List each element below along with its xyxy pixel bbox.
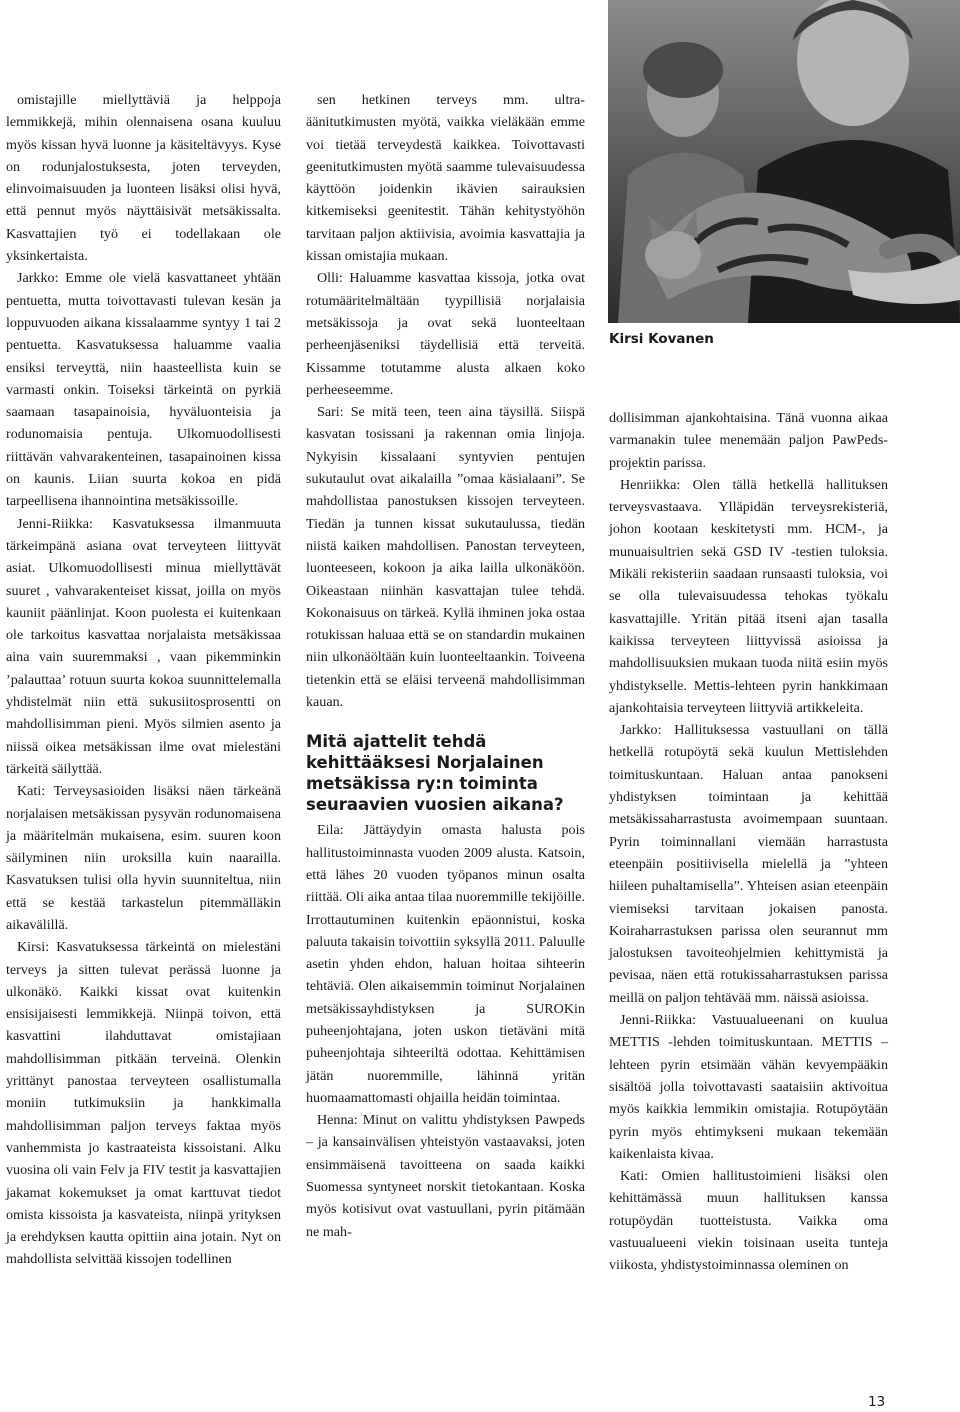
article-column-1 bbox=[6, 89, 281, 1271]
paragraph: Jarkko: Hallituksessa vastuullani on tällä hetkellä rotupöytä sekä kuulun Mettislehden toimituskuntaan. Haluan antaa panokseni yhdistyksen toimintaan ja kehittää metsäkissaharrastusta avoimempaan suuntaan. Pyrin toiminnallani viemään harrastusta eteenpäin positiivisella mielellä ja ”yhteen hiileen puhaltamisella”. Yhteisen asian eteenpäin viemiseksi tarvitaan jokaisen panosta. Koiraharrastuksen parissa olen seurannut mm jalostuksen tavoiteohjelmien kehittymistä ja pevisaa, näen että rotukissaharrastuksen parissa meillä on paljon tehtävää mm. näissä asioissa. bbox=[609, 722, 888, 1006]
section-heading: Mitä ajattelit tehdä kehittääksesi Norjalainen metsäkissa ry:n toiminta seuraavien vuosien aikana? bbox=[306, 732, 564, 815]
paragraph: Kirsi: Kasvatuksessa tärkeintä on mielestäni terveys ja sitten tulevat perässä luonne ja ulkonäkö. Kaikki kissat ovat kuitenkin ensisijaisesti lemmikkejä. Niinpä toivon, että kasvattini ilahduttavat omistajiaan mahdollisimman pitkään terveinä. Olenkin yrittänyt panostaa terveyteen osallistumalla moniin tutkimuksiin ja hankkimalla mahdollisimman paljon terveys faktaa myös vanhemmista jo kastraateista kissoistani. Alku vuosina oli vain Felv ja FIV testit ja kasvattajien jakamat kokemukset ja omat karttuvat tiedot omista kissoista ja kasvateista, niinpä yrityksen ja erehdyksen kautta opittiin aina jotain. Nyt on mahdollista selvittää kissojen todellinen bbox=[6, 939, 281, 1268]
photo-illustration bbox=[608, 0, 960, 323]
article-column-2 bbox=[306, 89, 585, 1243]
page-number: 13 bbox=[868, 1394, 886, 1410]
cat-show-photo bbox=[608, 0, 960, 323]
paragraph: omistajille miellyttäviä ja helppoja lemmikkejä, mihin olennaisena osana kuuluu myös kissan hyvä luonne ja käsiteltävyys. Kyse on rodunjalostuksesta, joten terveyden, elinvoimaisuuden ja luonteen lisäksi olisi hyvä, että pennut myös näyttäisivät metsäkissalta. Kasvattajien työ ei todellakaan ole yksinkertaista. bbox=[6, 92, 281, 265]
paragraph: Henna: Minut on valittu yhdistyksen Pawpeds – ja kansainvälisen yhteistyön vastaavaksi, joten ensimmäisenä tavoitteena on saada kaikki Suomessa syntyneet norskit tietokantaan. Koska myös kotisivut ovat vastuullani, pyrin pitämään ne mah- bbox=[306, 1112, 585, 1240]
photo-caption: Kirsi Kovanen bbox=[609, 331, 714, 347]
article-column-3 bbox=[609, 407, 888, 1277]
paragraph: Eila: Jättäydyin omasta halusta pois hallitustoiminnasta vuoden 2009 alusta. Katsoin, että lähes 20 vuoden työpanos minun osalta riittää. Oli aika antaa tilaa nuoremmille tekijöille. Irrottautuminen kuitenkin epäonnistui, koska paluuta takaisin toivottiin syksyllä 2011. Paluulle asetin yhden ehdon, haluan hoitaa sihteerin tehtäviä. Olen aikaisemmin toiminut Norjalainen metsäkissayhdistyksen ja SUROKin puheenjohtajana, joten uskon tietäväni mitä puheenjohtaja sihteeriltä odottaa. Kehittämisen jätän nuoremmille, lähinnä yritän huomaamattomasti ohjailla heidän toimintaa. bbox=[306, 822, 585, 1106]
paragraph: Jarkko: Emme ole vielä kasvattaneet yhtään pentuetta, mutta toivottavasti tulevan kesän ja loppuvuoden aikana kissalaamme syntyy 1 tai 2 pentuetta. Kasvatuksessa haluamme vaalia ensiksi terveyttä, niin haasteellista kuin se varmasti onkin. Toiseksi tärkeintä on pyrkiä saamaan tasapainoisia, hyväluonteisia ja rodunomaisia pentuja. Ulkomuodollisesti riittävän vahvarakenteinen, tasapainoinen kissa on kaunis. Liian suurta kokoa en pidä tarpeellisena ihannointina metsäkissoille. bbox=[6, 270, 281, 510]
paragraph: Henriikka: Olen tällä hetkellä hallituksen terveysvastaava. Ylläpidän terveysrekisteriä, johon kootaan keskitetysti mm. HCM-, ja munuaisultrien sekä GSD IV -testien tuloksia. Mikäli rekisteriin saadaan runsaasti tuloksia, voi se olla tulevaisuudessa tehokas työkalu kasvattajille. Yritän pitää itseni ajan tasalla kaikissa terveyteen liittyvissä asioissa ja mahdollisuuksien mukaan tuoda niitä esiin myös yhdistykselle. Mettis-lehteen pyrin hankkimaan ajankohtaisia terveyteen liittyviä artikkeleita. bbox=[609, 476, 888, 716]
paragraph: Olli: Haluamme kasvattaa kissoja, jotka ovat rotumääritelmältään tyypillisiä norjalaisia metsäkissoja ja ovat sekä luonteeltaan perheenjäseniksi täydellisiä että terveitä. Kissamme totutamme alusta alkaen koko perheeseemme. bbox=[306, 270, 585, 398]
paragraph: Kati: Terveysasioiden lisäksi näen tärkeänä norjalaisen metsäkissan pysyvän rodunomaisena ja määritelmän mukaisena, esim. suuren koon säilyminen niin uroksilla kuin naarailla. Kasvatuksen tulisi olla hyvin suunniteltua, niin että se kestää tarkastelun pitemmälläkin aikavälillä. bbox=[6, 783, 281, 933]
paragraph: sen hetkinen terveys mm. ultra-äänitutkimusten myötä, vaikka vieläkään emme voi tietää terveydestä kaikkea. Toivottavasti geenitutkimusten myötä saamme tulevaisuudessa käyttöön joidenkin ikävien sairauksien kitkemiseksi geenitestit. Tähän kehitystyöhön tarvitaan paljon aktiivisia, avoimia kasvattajia ja kissan omistajia mukaan. bbox=[306, 92, 585, 265]
paragraph: Jenni-Riikka: Kasvatuksessa ilmanmuuta tärkeimpänä asiana ovat terveyteen liittyvät asiat. Ulkomuodollisesti minua miellyttävät suuret , vahvarakenteiset kissat, joilla on myös kauniit päänlinjat. Koon puolesta ei kuitenkaan ole tarkoitus kasvattaa norjalaista metsäkissaa aina vain suuremmaksi , vaan pikemminkin ’palauttaa’ rotuun suurta kokoa suunnittelemalla yhdistelmät niin että sukusiitosprosentti on mahdollisimman pieni. Myös silmien asento ja niissä oikea metsäkissan ilme ovat mielestäni tärkeitä säilyttää. bbox=[6, 515, 281, 777]
paragraph: Jenni-Riikka: Vastuualueenani on kuulua METTIS -lehden toimituskuntaan. METTIS – lehteen pyrin etsimään vähän kevyempääkin sisältöä jolla toivottavasti saataisiin aktivoitua myös kaikkia lemmikin omistajia. Rotupöytään pyrin myös ehtimykseni mukaan tekemään kaikenlaista kivaa. bbox=[609, 1012, 888, 1162]
paragraph: dollisimman ajankohtaisina. Tänä vuonna aikaa varmanakin tulee menemään paljon PawPeds-projektin parissa. bbox=[609, 410, 888, 471]
paragraph: Kati: Omien hallitustoimieni lisäksi olen kehittämässä muun hallituksen kanssa rotupöydän tuotteistusta. Vaikka oma vastuualueeni viekin toisinaan useita tunteja viikosta, yhdistystoiminnassa oleminen on bbox=[609, 1168, 888, 1274]
paragraph: Sari: Se mitä teen, teen aina täysillä. Siispä kasvatan tosissani ja rakennan omia linjoja. Nykyisin kissalaani syntyvien pentujen sukutaulut ovat aikalailla ”omaa käsialaani”. Se mahdollistaa panostuksen kissojen terveyteen. Tiedän ja tunnen kissat sukutaulussa, tiedän niistä kaiken mahdollisen. Panostan terveyteen, luonteeseen, kokoon ja aika lailla ulkonäköön. Oikeastaan niinhän kasvattajan tulee tehdä. Kokonaisuus on tärkeä. Kyllä ihminen joka ostaa rotukissan haluaa että se on standardin mukainen niin ulkonäöltään kuin luonteeltaankin. Toiveena tietenkin että se eläisi terveenä mahdollisimman kauan. bbox=[306, 404, 585, 711]
